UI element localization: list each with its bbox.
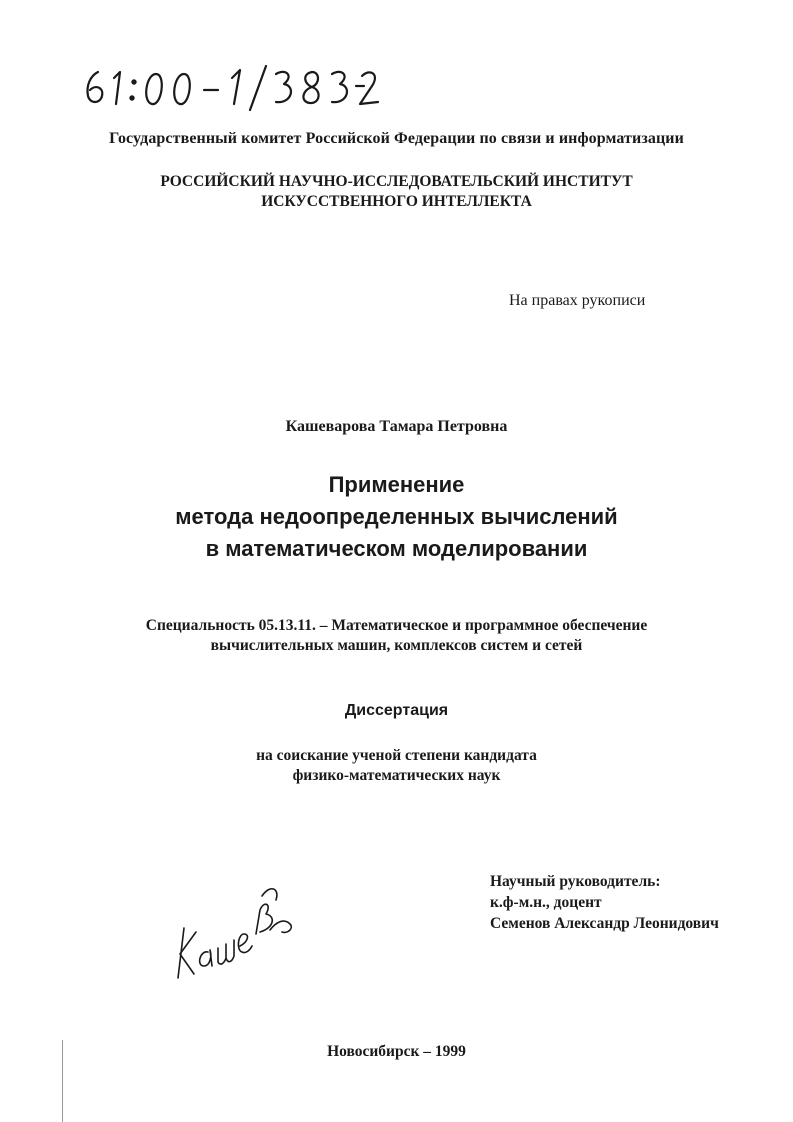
title-line-2: метода недоопределенных вычислений	[175, 504, 618, 529]
title-line-3: в математическом моделировании	[205, 536, 588, 561]
title-line-1: Применение	[328, 472, 465, 497]
institute-name-line-2: ИСКУССТВЕННОГО ИНТЕЛЛЕКТА	[261, 193, 532, 210]
degree-line-1: на соискание ученой степени кандидата	[256, 747, 537, 764]
specialty-line-2: вычислительных машин, комплексов систем и сетей	[210, 637, 583, 654]
archive-number-handwritten	[80, 60, 380, 112]
supervisor-degree: к.ф-м.н., доцент	[490, 894, 602, 911]
degree-line-2: физико-математических наук	[292, 767, 501, 784]
committee-heading: Государственный комитет Российской Федерации по связи и информатизации	[109, 130, 684, 147]
scan-margin-line	[62, 1040, 63, 1122]
institute-name-line-1: РОССИЙСКИЙ НАУЧНО-ИССЛЕДОВАТЕЛЬСКИЙ ИНСТИТУТ	[160, 173, 633, 190]
city-and-year: Новосибирск – 1999	[327, 1043, 466, 1060]
supervisor-label: Научный руководитель:	[490, 873, 661, 890]
specialty-line-1: Специальность 05.13.11. – Математическое и программное обеспечение	[145, 617, 648, 634]
manuscript-rights-note: На правах рукописи	[509, 292, 646, 309]
author-signature	[160, 870, 300, 990]
document-type: Диссертация	[344, 702, 449, 719]
supervisor-name: Семенов Александр Леонидович	[490, 915, 719, 932]
author-name: Кашеварова Тамара Петровна	[285, 418, 508, 435]
